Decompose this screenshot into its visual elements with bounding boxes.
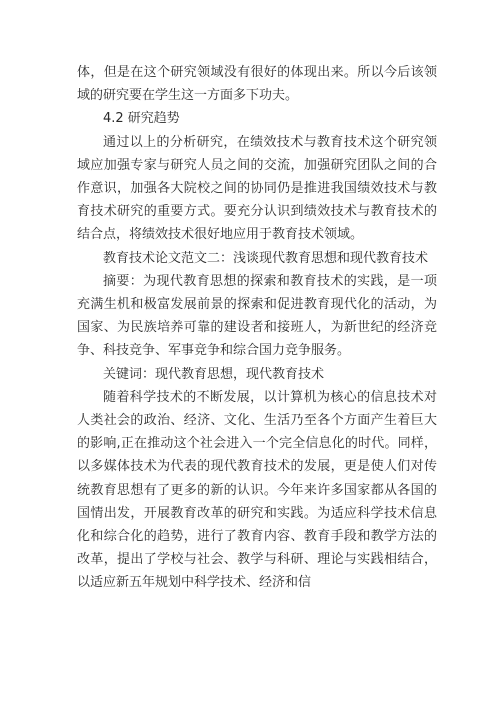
paragraph-article-title: 教育技术论文范文二：浅谈现代教育思想和现代教育技术 <box>103 250 429 266</box>
paragraph-research-trend: 通过以上的分析研究，在绩效技术与教育技术这个研究领域应加强专家与研究人员之间的交流，加强研究团队之间的合作意识，加强各大院校之间的协同仍是推进我国绩效技术与教育技术研究的重要方式。要充分认识到绩效技术与教育技术的结合点，将绩效技术很好地应用于教育技术领域。 <box>77 134 437 243</box>
paragraph-body: 随着科学技术的不断发展，以计算机为核心的信息技术对人类社会的政治、经济、文化、生活乃至各个方面产生着巨大的影响,正在推动这个社会进入一个完全信息化的时代。同样，以多媒体技术为代表的现代教育技术的发展，更是使人们对传统教育思想有了更多的新的认识。今年来许多国家都从各国的国情出发，开展教育改革的研究和实践。为适应科学技术信息化和综合化的趋势，进行了教育内容、教育手段和教学方法的改革，提出了学校与社会、教学与科研、理论与实践相结合，以适应新五年规划中科学技术、经济和信 <box>77 389 437 591</box>
section-heading-4-2: 4.2 研究趋势 <box>103 111 180 127</box>
paragraph-continuation: 体，但是在这个研究领域没有很好的体现出来。所以今后该领域的研究要在学生这一方面多下功夫。 <box>77 65 437 104</box>
paragraph-abstract: 摘要：为现代教育思想的探索和教育技术的实践，是一项充满生机和极富发展前景的探索和促进教育现代化的活动，为国家、为民族培养可靠的建设者和接班人，为新世纪的经济竞争、科技竞争、军事竞争和综合国力竞争服务。 <box>77 273 437 359</box>
paragraph-keywords: 关键词：现代教育思想，现代教育技术 <box>103 366 325 382</box>
document-body <box>77 61 437 595</box>
